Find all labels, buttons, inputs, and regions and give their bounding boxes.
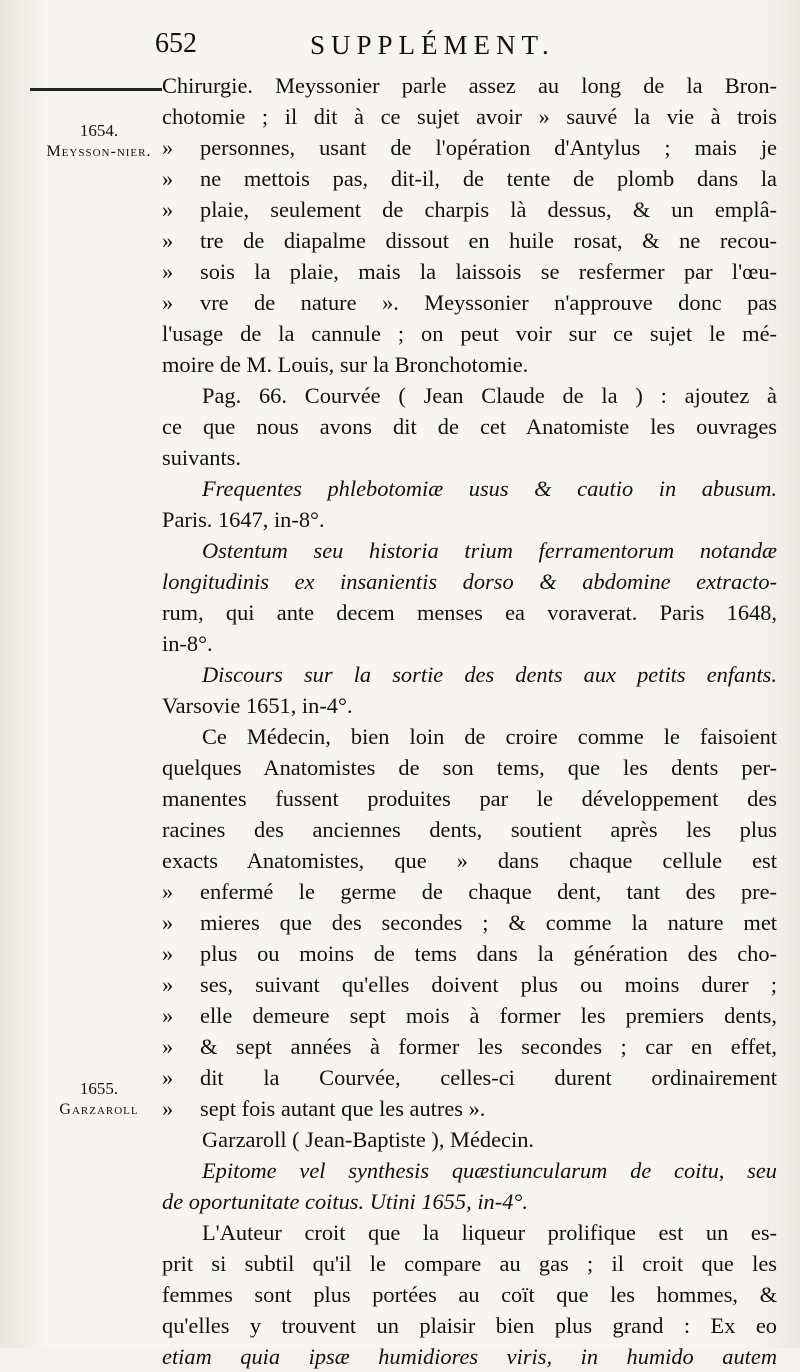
line-text: chotomie ; il dit à ce sujet avoir » sauvé la vie à trois [162, 104, 777, 129]
line-text: rum, qui ante decem menses ea voraverat. Paris 1648, [162, 600, 777, 625]
text-line [162, 225, 777, 256]
header-rule [30, 88, 162, 91]
line-text: sois la plaie, mais la laissois se resfermer par l'œu- [200, 259, 777, 284]
line-text: qu'elles y trouvent un plaisir bien plus grand : Ex eo [162, 1313, 777, 1338]
text-line [162, 70, 777, 101]
line-text: Chirurgie. Meyssonier parle assez au long de la Bron- [162, 73, 777, 98]
line-text: longitudinis ex insanientis dorso & abdomine extracto- [162, 569, 777, 594]
text-line [162, 1155, 777, 1186]
text-line [162, 814, 777, 845]
text-line [162, 256, 777, 287]
text-line [162, 380, 777, 411]
text-line [162, 659, 777, 690]
text-line [162, 1000, 777, 1031]
text-line [162, 1248, 777, 1279]
line-text: dit la Courvée, celles-ci durent ordinairement [200, 1065, 777, 1090]
text-line [162, 101, 777, 132]
line-text: femmes sont plus portées au coït que les hommes, & [162, 1282, 777, 1307]
text-line [162, 566, 777, 597]
text-line [162, 163, 777, 194]
line-text: ce que nous avons dit de cet Anatomiste les ouvrages [162, 414, 777, 439]
text-line [162, 1341, 777, 1372]
text-line [162, 721, 777, 752]
line-text: vre de nature ». Meyssonier n'approuve donc pas [200, 290, 777, 315]
text-line [162, 690, 777, 721]
text-line [162, 411, 777, 442]
text-line [162, 442, 777, 473]
text-line [162, 473, 777, 504]
quote-mark: » [162, 1065, 174, 1090]
text-line [162, 1031, 777, 1062]
line-text: Varsovie 1651, in-4°. [162, 693, 353, 718]
body-text [162, 70, 777, 1372]
margin-year: 1654. [79, 121, 119, 140]
text-line [162, 1062, 777, 1093]
line-text: manentes fussent produites par le développement des [162, 786, 777, 811]
line-text: L'Auteur croit que la liqueur prolifique est un es- [202, 1220, 777, 1245]
line-text: in-8°. [162, 631, 213, 656]
line-text: enfermé le germe de chaque dent, tant des pre- [200, 879, 777, 904]
text-line [162, 752, 777, 783]
line-text: Pag. 66. Courvée ( Jean Claude de la ) : ajoutez à [202, 383, 777, 408]
line-text: Ostentum seu historia trium ferramentorum notandæ [202, 538, 777, 563]
text-line [162, 907, 777, 938]
text-line [162, 1279, 777, 1310]
text-line [162, 349, 777, 380]
text-line [162, 1093, 777, 1124]
margin-year: 1655. [79, 1079, 119, 1098]
line-text: tre de diapalme dissout en huile rosat, & ne recou- [200, 228, 777, 253]
quote-mark: » [162, 166, 174, 191]
line-text: ses, suivant qu'elles doivent plus ou moins durer ; [200, 972, 777, 997]
running-head: SUPPLÉMENT. [310, 30, 555, 60]
margin-name: Garzaroll [59, 1101, 139, 1118]
line-text: personnes, usant de l'opération d'Antylus ; mais je [200, 135, 777, 160]
quote-mark: » [162, 197, 174, 222]
line-text: prit si subtil qu'il le compare au gas ; il croit que les [162, 1251, 777, 1276]
quote-mark: » [162, 1034, 174, 1059]
quote-mark: » [162, 259, 174, 284]
line-text: plus ou moins de tems dans la génération des cho- [200, 941, 777, 966]
text-line [162, 597, 777, 628]
quote-mark: » [162, 972, 174, 997]
line-text: Epitome vel synthesis quæstiuncularum de coitu, seu [202, 1158, 777, 1183]
line-text: & sept années à former les secondes ; car en effet, [200, 1034, 777, 1059]
text-line [162, 938, 777, 969]
text-line [162, 1186, 777, 1217]
line-text: moire de M. Louis, sur la Bronchotomie. [162, 352, 529, 377]
line-text: Ce Médecin, bien loin de croire comme le faisoient [202, 724, 777, 749]
margin-note-meyssonnier [34, 120, 164, 162]
text-line [162, 1217, 777, 1248]
text-line [162, 969, 777, 1000]
text-line [162, 876, 777, 907]
quote-mark: » [162, 941, 174, 966]
text-line [162, 783, 777, 814]
line-text: racines des anciennes dents, soutient après les plus [162, 817, 777, 842]
line-text: mieres que des secondes ; & comme la nature met [200, 910, 777, 935]
text-line [162, 845, 777, 876]
text-line [162, 1310, 777, 1341]
text-line [162, 287, 777, 318]
margin-note-garzaroll [34, 1078, 164, 1120]
page-header [155, 28, 795, 68]
line-text: elle demeure sept mois à former les premiers dents, [200, 1003, 777, 1028]
line-text: Discours sur la sortie des dents aux petits enfants. [202, 662, 777, 687]
line-text: l'usage de la cannule ; on peut voir sur ce sujet le mé- [162, 321, 777, 346]
text-line [162, 132, 777, 163]
line-text: de oportunitate coitus. Utini 1655, in-4°. [162, 1189, 528, 1214]
quote-mark: » [162, 135, 174, 160]
quote-mark: » [162, 1003, 174, 1028]
line-text: ne mettois pas, dit-il, de tente de plomb dans la [200, 166, 777, 191]
line-text: Frequentes phlebotomiæ usus & cautio in abusum. [202, 476, 777, 501]
text-line [162, 194, 777, 225]
text-line [162, 504, 777, 535]
page-number: 652 [155, 28, 197, 59]
line-text: plaie, seulement de charpis là dessus, & un emplâ- [200, 197, 777, 222]
line-text: quelques Anatomistes de son tems, que les dents per- [162, 755, 777, 780]
line-text: sept fois autant que les autres ». [200, 1096, 486, 1121]
text-line [162, 1124, 777, 1155]
text-line [162, 318, 777, 349]
line-text: suivants. [162, 445, 241, 470]
quote-mark: » [162, 228, 174, 253]
quote-mark: » [162, 910, 174, 935]
text-line [162, 535, 777, 566]
quote-mark: » [162, 290, 174, 315]
line-text: exacts Anatomistes, que » dans chaque cellule est [162, 848, 777, 873]
line-text: Garzaroll ( Jean-Baptiste ), Médecin. [202, 1127, 534, 1152]
line-text: etiam quia ipsæ humidiores viris, in humido autem [162, 1344, 777, 1369]
quote-mark: » [162, 1096, 174, 1121]
margin-name: Meysson-nier. [46, 143, 152, 160]
line-text: Paris. 1647, in-8°. [162, 507, 325, 532]
text-line [162, 628, 777, 659]
quote-mark: » [162, 879, 174, 904]
